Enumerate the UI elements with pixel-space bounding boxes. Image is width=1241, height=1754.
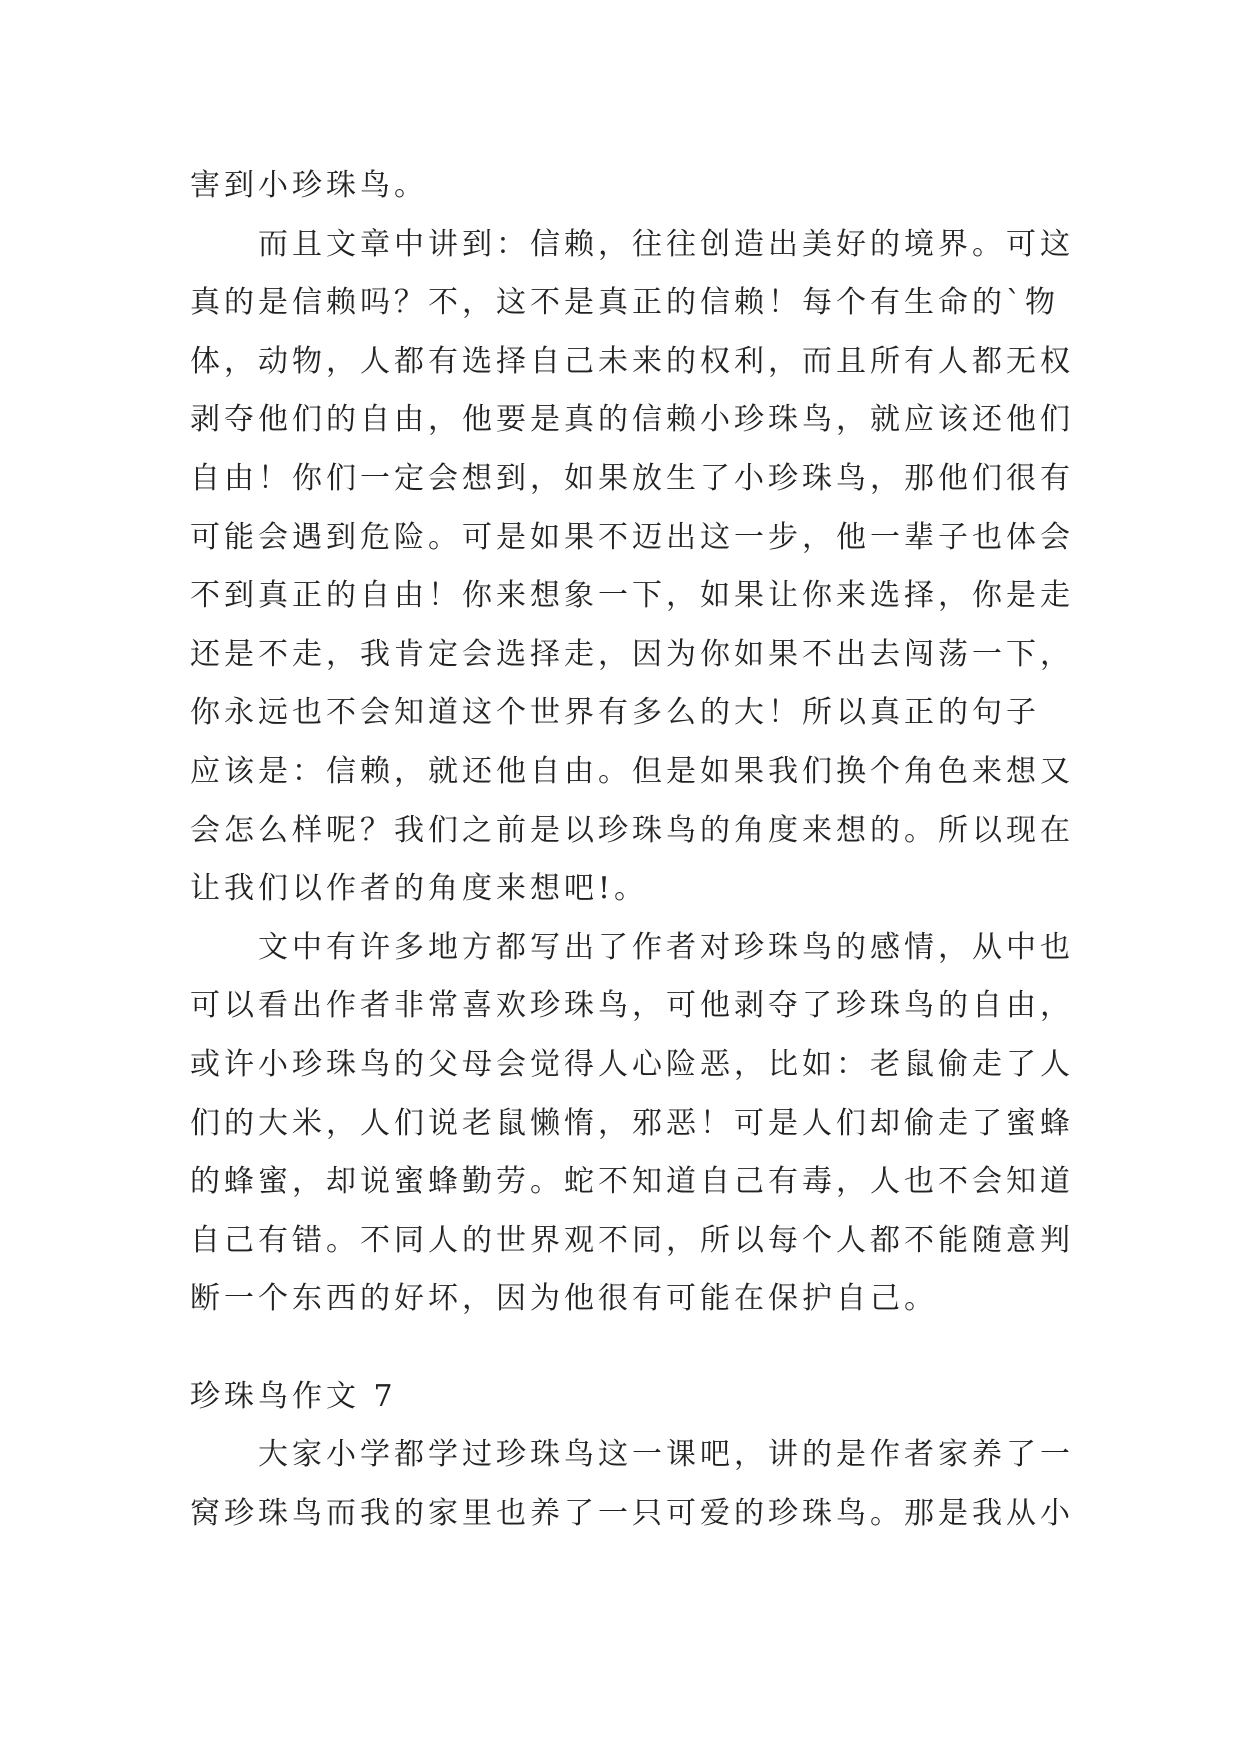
text-line: 或许小珍珠鸟的父母会觉得人心险恶，比如：老鼠偷走了人	[190, 1046, 1074, 1082]
text-line: 断一个东西的好坏，因为他很有可能在保护自己。	[190, 1281, 938, 1317]
text-line: 们的大米，人们说老鼠懒惰，邪恶！可是人们却偷走了蜜蜂	[190, 1105, 1074, 1141]
text-line: 你永远也不会知道这个世界有多么的大！所以真正的句子	[190, 695, 1040, 731]
text-line: 自由！你们一定会想到，如果放生了小珍珠鸟，那他们很有	[190, 460, 1074, 496]
text-line: 可以看出作者非常喜欢珍珠鸟，可他剥夺了珍珠鸟的自由，	[190, 988, 1074, 1024]
text-line: 可能会遇到危险。可是如果不迈出这一步，他一辈子也体会	[190, 519, 1074, 555]
text-line: 让我们以作者的角度来想吧!。	[190, 871, 649, 907]
text-line: 应该是：信赖，就还他自由。但是如果我们换个角色来想又	[190, 753, 1074, 789]
text-line: 会怎么样呢？我们之前是以珍珠鸟的角度来想的。所以现在	[190, 812, 1074, 848]
text-line: 不到真正的自由！你来想象一下，如果让你来选择，你是走	[190, 578, 1074, 614]
text-line: 体，动物，人都有选择自己未来的权利，而且所有人都无权	[190, 343, 1074, 379]
text-line: 窝珍珠鸟而我的家里也养了一只可爱的珍珠鸟。那是我从小	[190, 1495, 1074, 1531]
text-line: 剥夺他们的自由，他要是真的信赖小珍珠鸟，就应该还他们	[190, 402, 1074, 438]
text-line: 自己有错。不同人的世界观不同，所以每个人都不能随意判	[190, 1222, 1074, 1258]
section-heading-block	[190, 1368, 1060, 1427]
paragraph-start-line: 文中有许多地方都写出了作者对珍珠鸟的感情，从中也	[258, 929, 1074, 965]
text-line: 的蜂蜜，却说蜜蜂勤劳。蛇不知道自己有毒，人也不会知道	[190, 1164, 1074, 1200]
section-heading: 珍珠鸟作文 7	[190, 1379, 397, 1414]
text-line: 害到小珍珠鸟。	[190, 168, 428, 203]
paragraph-start-line: 大家小学都学过珍珠鸟这一课吧，讲的是作者家养了一	[258, 1437, 1074, 1472]
text-line: 还是不走，我肯定会选择走，因为你如果不出去闯荡一下，	[190, 636, 1074, 672]
paragraph-start-line: 而且文章中讲到：信赖，往往创造出美好的境界。可这	[258, 226, 1074, 262]
text-line: 真的是信赖吗？不，这不是真正的信赖！每个有生命的`物	[190, 285, 1059, 321]
essay-body-next	[190, 1426, 1074, 1543]
essay-body	[190, 157, 1074, 1329]
